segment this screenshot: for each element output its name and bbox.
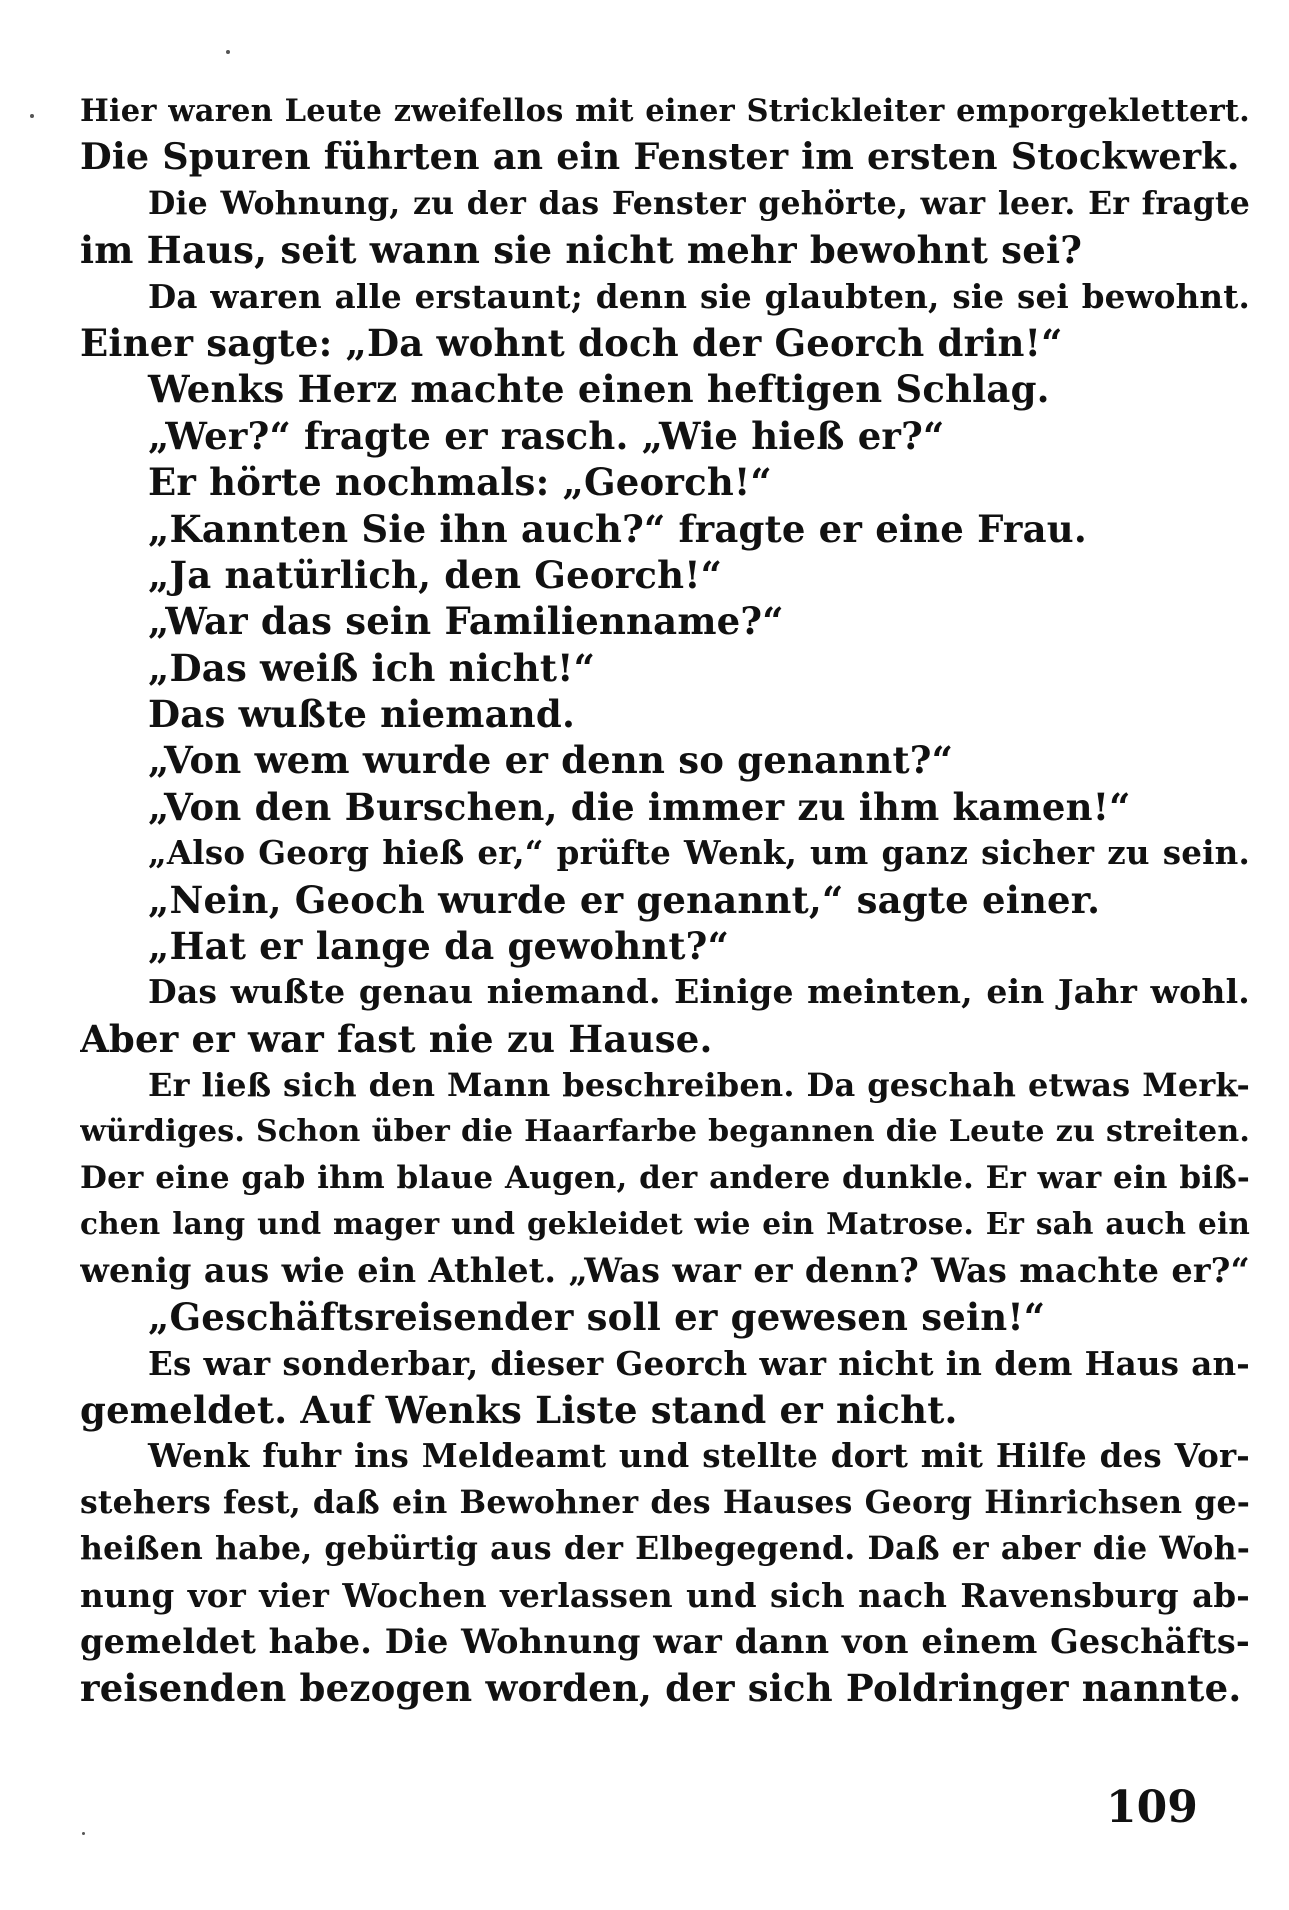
text-line: Einer sagte: „Da wohnt doch der Georch drin!“ bbox=[80, 320, 1063, 365]
text-line: Er ließ sich den Mann beschreiben. Da geschah etwas Merk- bbox=[148, 1066, 1250, 1105]
text-line: Aber er war fast nie zu Hause. bbox=[80, 1016, 713, 1061]
text-line: Hier waren Leute zweifellos mit einer Strickleiter emporgeklettert. bbox=[80, 93, 1250, 129]
text-line: Er hörte nochmals: „Georch!“ bbox=[148, 460, 772, 505]
text-line: „Ja natürlich, den Georch!“ bbox=[148, 552, 723, 597]
text-line: Der eine gab ihm blaue Augen, der andere dunkle. Er war ein biß- bbox=[80, 1159, 1250, 1196]
text-line: Die Wohnung, zu der das Fenster gehörte, war leer. Er fragte bbox=[148, 184, 1250, 222]
text-line: „Von den Burschen, die immer zu ihm kamen!“ bbox=[148, 784, 1131, 829]
page-number: 109 bbox=[1106, 1782, 1198, 1833]
text-line: würdiges. Schon über die Haarfarbe begannen die Leute zu streiten. bbox=[80, 1113, 1250, 1149]
text-line: „Von wem wurde er denn so genannt?“ bbox=[148, 738, 954, 783]
text-line: im Haus, seit wann sie nicht mehr bewohnt sei? bbox=[80, 228, 1083, 273]
body-text bbox=[80, 88, 1250, 1712]
text-line: Das wußte niemand. bbox=[148, 692, 576, 737]
text-line: „Also Georg hieß er,“ prüfte Wenk, um ganz sicher zu sein. bbox=[148, 833, 1250, 873]
text-line: gemeldet. Auf Wenks Liste stand er nicht. bbox=[80, 1387, 958, 1432]
text-line: „Das weiß ich nicht!“ bbox=[148, 645, 596, 690]
text-line: nung vor vier Wochen verlassen und sich nach Ravensburg ab- bbox=[80, 1575, 1250, 1615]
print-speck bbox=[30, 114, 34, 118]
text-line: „Nein, Geoch wurde er genannt,“ sagte einer. bbox=[148, 877, 1101, 922]
print-speck bbox=[226, 50, 230, 54]
text-line: stehers fest, daß ein Bewohner des Hauses Georg Hinrichsen ge- bbox=[80, 1483, 1250, 1521]
text-line: wenig aus wie ein Athlet. „Was war er denn? Was machte er?“ bbox=[80, 1250, 1250, 1290]
text-line: „Hat er lange da gewohnt?“ bbox=[148, 924, 730, 969]
text-line: Wenks Herz machte einen heftigen Schlag. bbox=[148, 367, 1050, 412]
text-line: Es war sonderbar, dieser Georch war nicht in dem Haus an- bbox=[148, 1343, 1250, 1383]
text-line: reisenden bezogen worden, der sich Poldringer nannte. bbox=[80, 1666, 1242, 1711]
text-line: „Kannten Sie ihn auch?“ fragte er eine Frau. bbox=[148, 506, 1087, 551]
text-line: Da waren alle erstaunt; denn sie glaubten, sie sei bewohnt. bbox=[148, 276, 1250, 316]
text-line: heißen habe, gebürtig aus der Elbegegend. Daß er aber die Woh- bbox=[80, 1530, 1250, 1568]
print-speck bbox=[82, 1832, 85, 1835]
text-line: „Wer?“ fragte er rasch. „Wie hieß er?“ bbox=[148, 413, 945, 458]
text-line: Wenk fuhr ins Meldeamt und stellte dort mit Hilfe des Vor- bbox=[148, 1436, 1250, 1476]
text-line: Die Spuren führten an ein Fenster im ersten Stockwerk. bbox=[80, 135, 1240, 179]
text-line: Das wußte genau niemand. Einige meinten, ein Jahr wohl. bbox=[148, 972, 1250, 1012]
text-line: „War das sein Familienname?“ bbox=[148, 599, 784, 644]
text-line: gemeldet habe. Die Wohnung war dann von einem Geschäfts- bbox=[80, 1621, 1250, 1661]
text-line: „Geschäftsreisender soll er gewesen sein!“ bbox=[148, 1295, 1046, 1340]
text-line: chen lang und mager und gekleidet wie ein Matrose. Er sah auch ein bbox=[80, 1206, 1250, 1242]
